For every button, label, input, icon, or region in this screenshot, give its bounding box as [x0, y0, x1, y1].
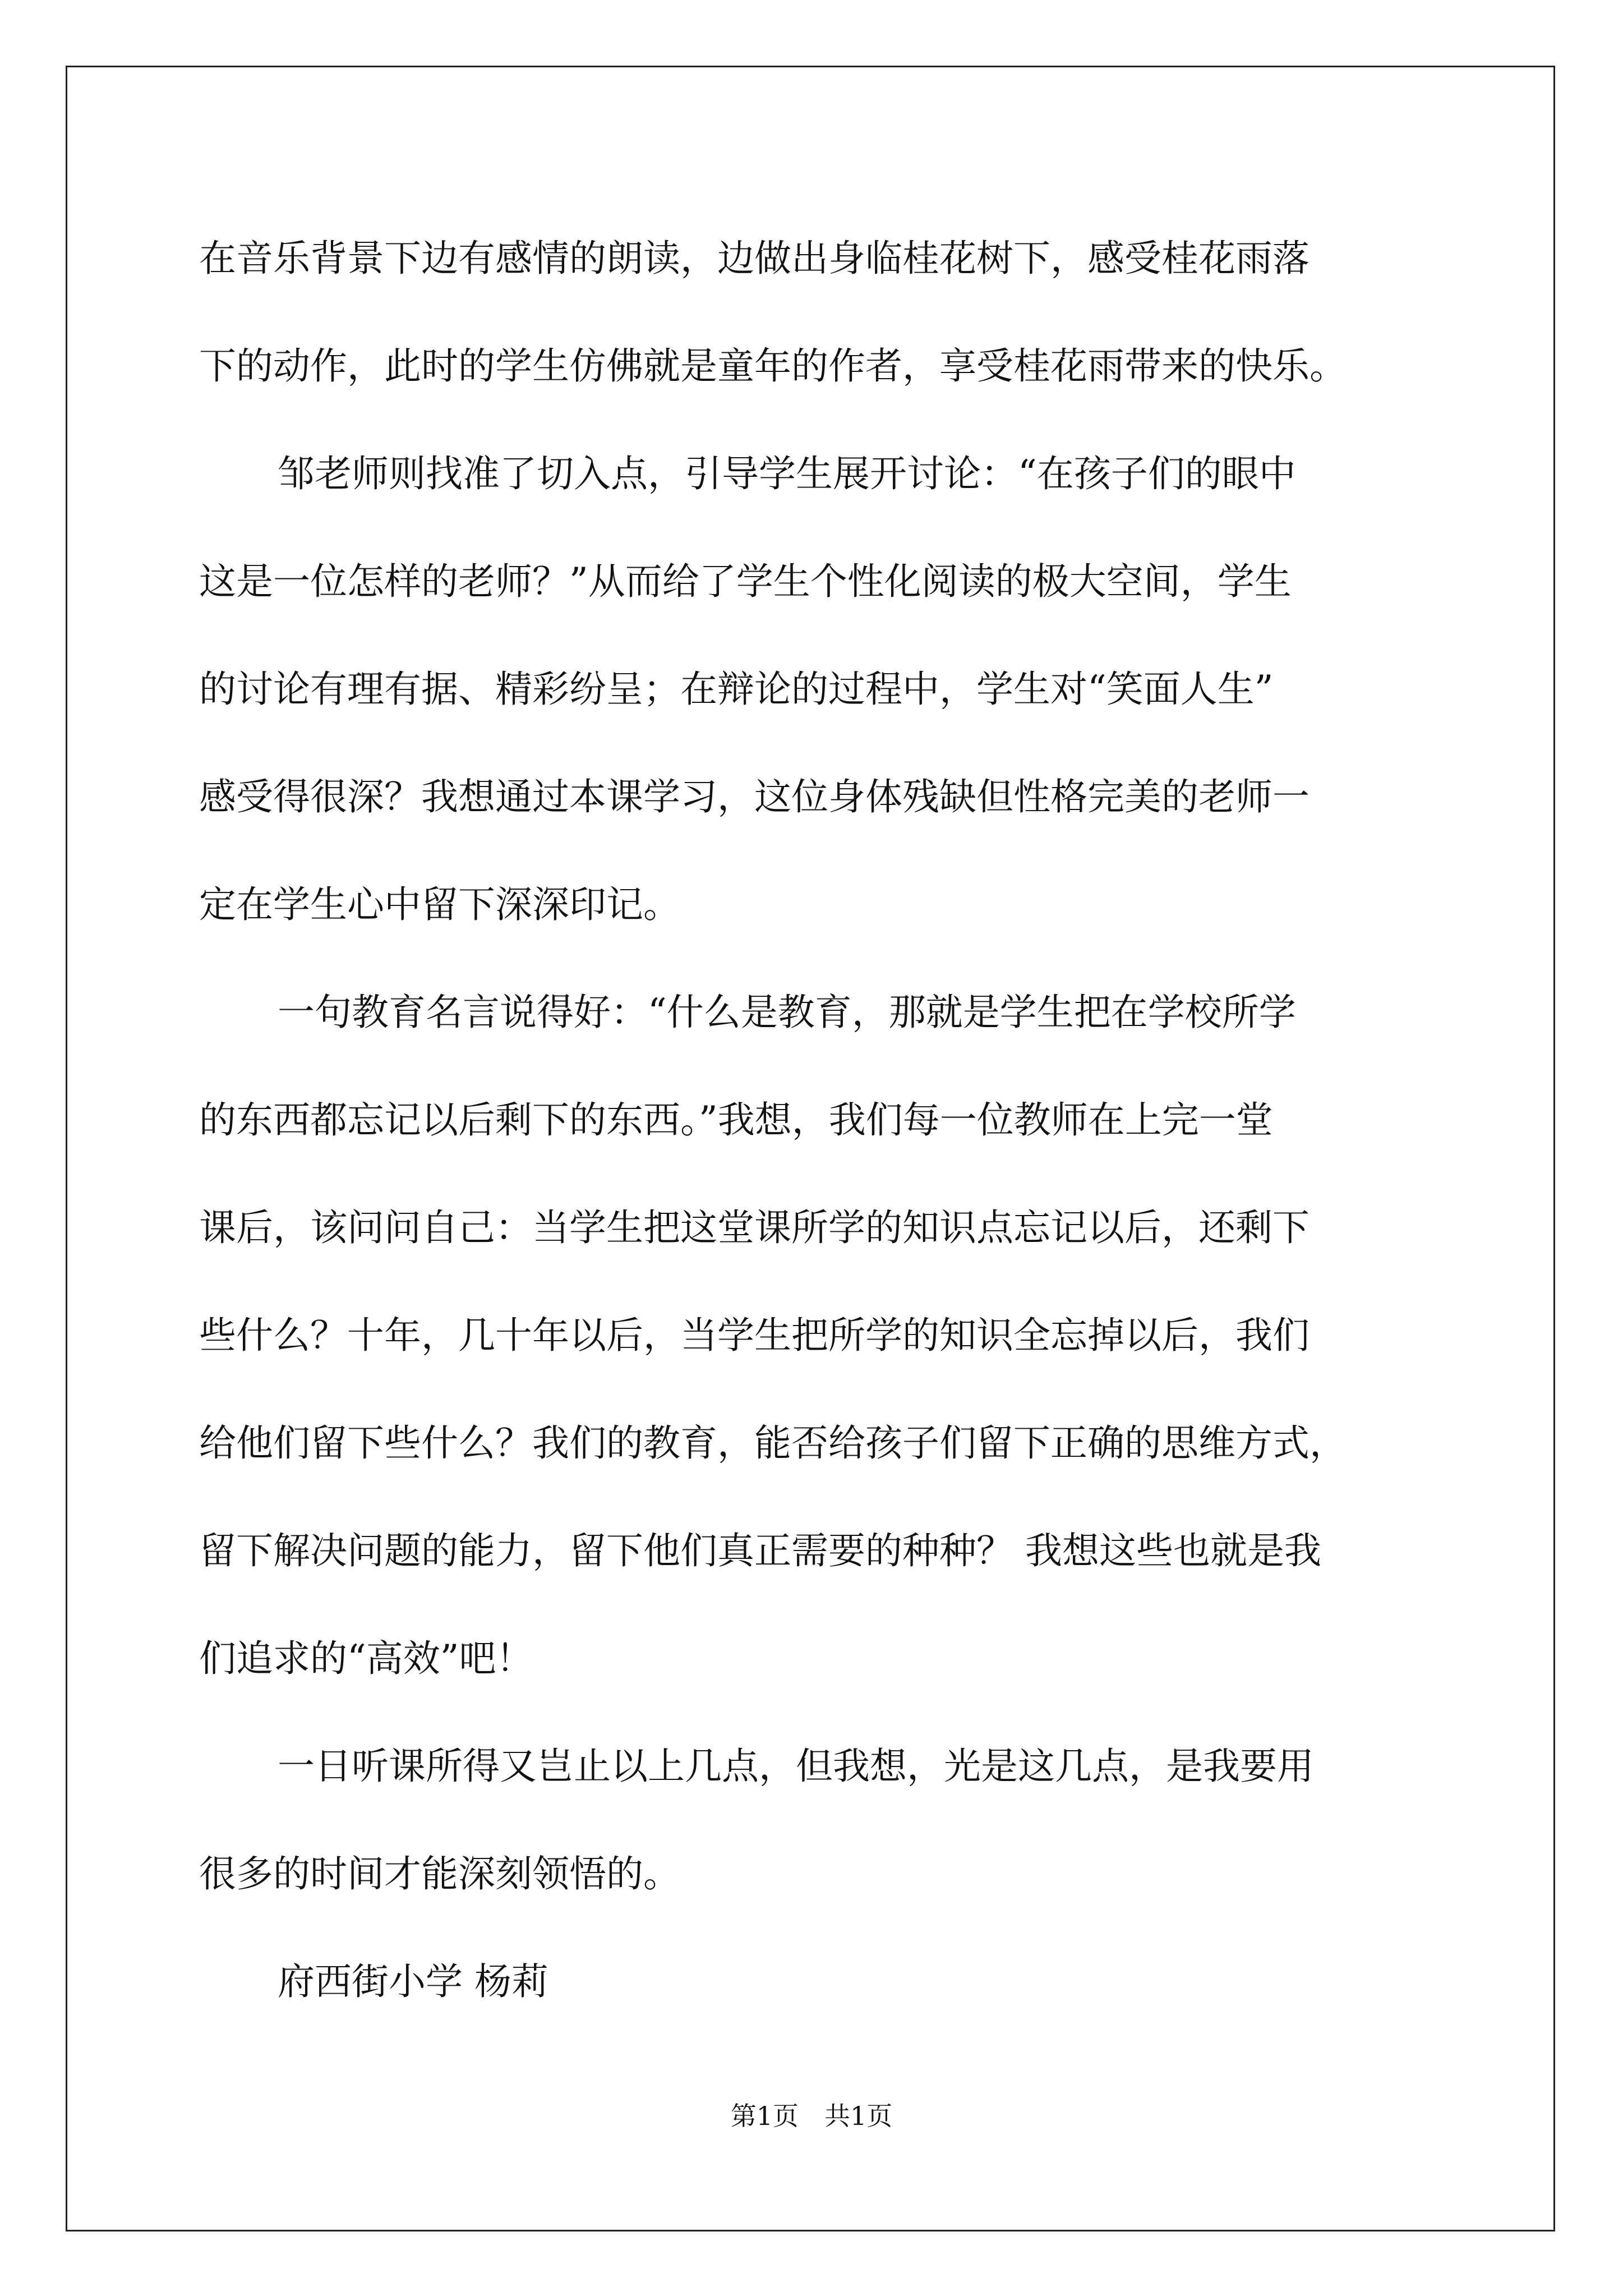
text-line: 这是一位怎样的老师？”从而给了学生个性化阅读的极大空间，学生	[199, 560, 1292, 603]
page-number-footer: 第1页 共1页	[730, 2101, 893, 2131]
paragraph-start-line: 一日听课所得又岂止以上几点，但我想，光是这几点，是我要用	[278, 1745, 1314, 1788]
text-line: 的讨论有理有据、精彩纷呈；在辩论的过程中，学生对“笑面人生”	[199, 668, 1274, 711]
paragraph-start-line: 邹老师则找准了切入点，引导学生展开讨论：“在孩子们的眼中	[278, 452, 1296, 495]
text-line: 的东西都忘记以后剩下的东西。”我想，我们每一位教师在上完一堂	[199, 1098, 1273, 1142]
text-line: 感受得很深？我想通过本课学习，这位身体残缺但性格完美的老师一	[199, 775, 1310, 818]
text-line: 留下解决问题的能力，留下他们真正需要的种种？ 我想这些也就是我	[199, 1529, 1321, 1572]
text-line: 些什么？十年，几十年以后，当学生把所学的知识全忘掉以后，我们	[199, 1314, 1310, 1357]
text-line: 们追求的“高效”吧！	[199, 1637, 533, 1680]
text-line: 下的动作，此时的学生仿佛就是童年的作者，享受桂花雨带来的快乐。	[199, 344, 1347, 388]
paragraph-start-line: 一句教育名言说得好：“什么是教育，那就是学生把在学校所学	[278, 991, 1296, 1034]
document-body	[199, 205, 1427, 2036]
text-line: 定在学生心中留下深深印记。	[199, 883, 680, 926]
text-line: 课后，该问问自己：当学生把这堂课所学的知识点忘记以后，还剩下	[199, 1206, 1310, 1249]
text-line: 给他们留下些什么？我们的教育，能否给孩子们留下正确的思维方式，	[199, 1421, 1347, 1465]
text-line: 在音乐背景下边有感情的朗读，边做出身临桂花树下，感受桂花雨落	[199, 237, 1310, 280]
text-line: 很多的时间才能深刻领悟的。	[199, 1852, 680, 1895]
author-signature-line: 府西街小学 杨莉	[278, 1960, 548, 2003]
